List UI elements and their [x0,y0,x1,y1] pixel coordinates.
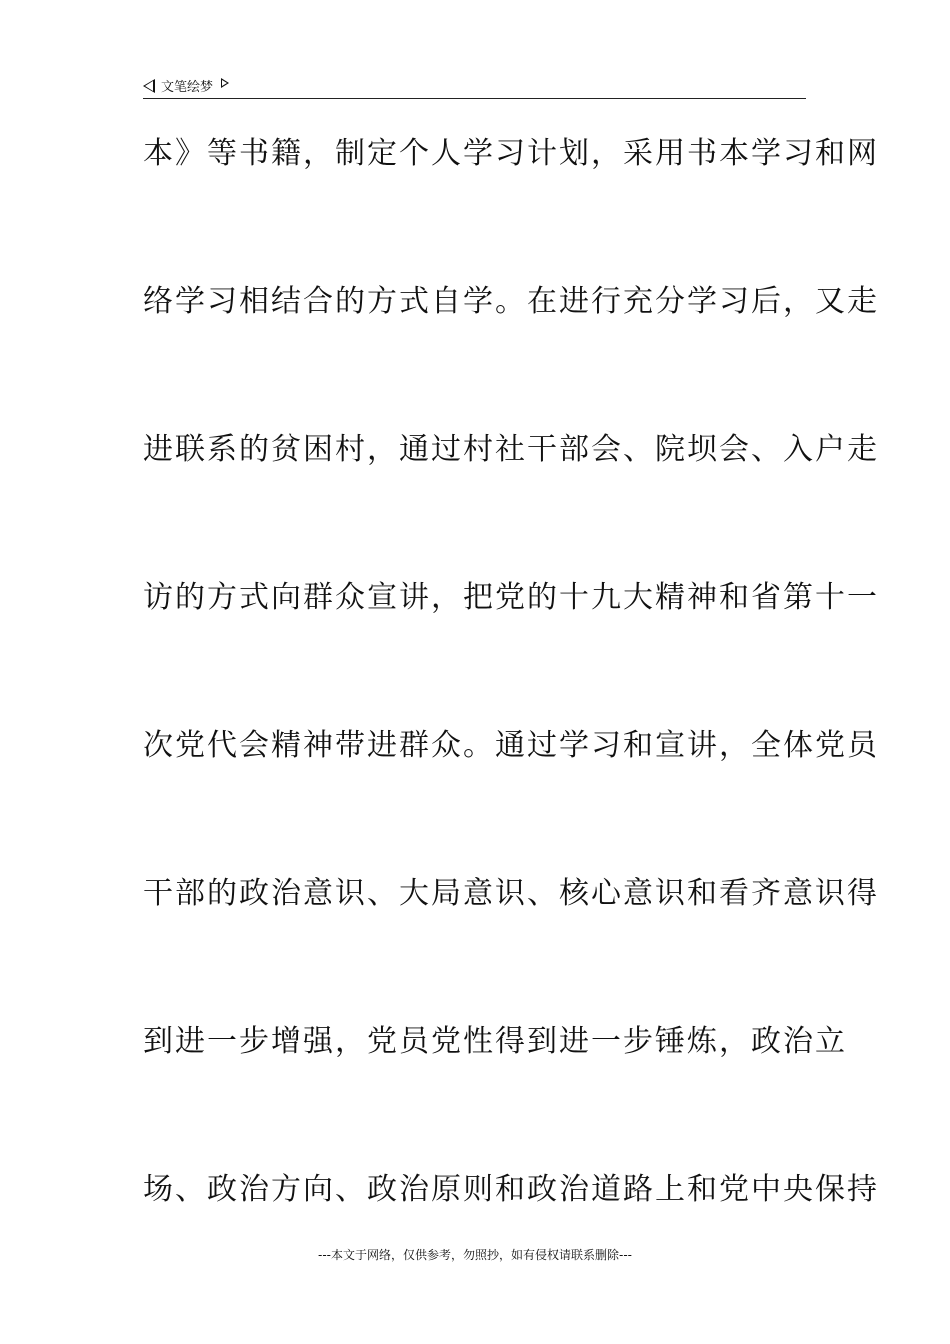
body-line: 访的方式向群众宣讲，把党的十九大精神和省第十一 [143,580,879,615]
body-line: 次党代会精神带进群众。通过学习和宣讲，全体党员 [143,728,879,763]
body-line: 干部的政治意识、大局意识、核心意识和看齐意识得 [143,876,879,911]
body-line: 络学习相结合的方式自学。在进行充分学习后，又走 [143,284,879,319]
body-line: 进联系的贫困村，通过村社干部会、院坝会、入户走 [143,432,879,467]
footer-disclaimer: ---本文于网络，仅供参考，勿照抄，如有侵权请联系删除--- [318,1248,632,1262]
header-title-group [143,76,229,95]
body-line: 场、政治方向、政治原则和政治道路上和党中央保持 [143,1172,879,1207]
page-header [143,74,806,99]
body-line: 到进一步增强，党员党性得到进一步锤炼，政治立 [143,1024,847,1059]
left-triangle-icon [143,79,155,93]
header-title: 文笔绘梦 [161,80,214,95]
body-line: 本》等书籍，制定个人学习计划，采用书本学习和网 [143,136,879,171]
right-triangle-icon [221,78,229,88]
